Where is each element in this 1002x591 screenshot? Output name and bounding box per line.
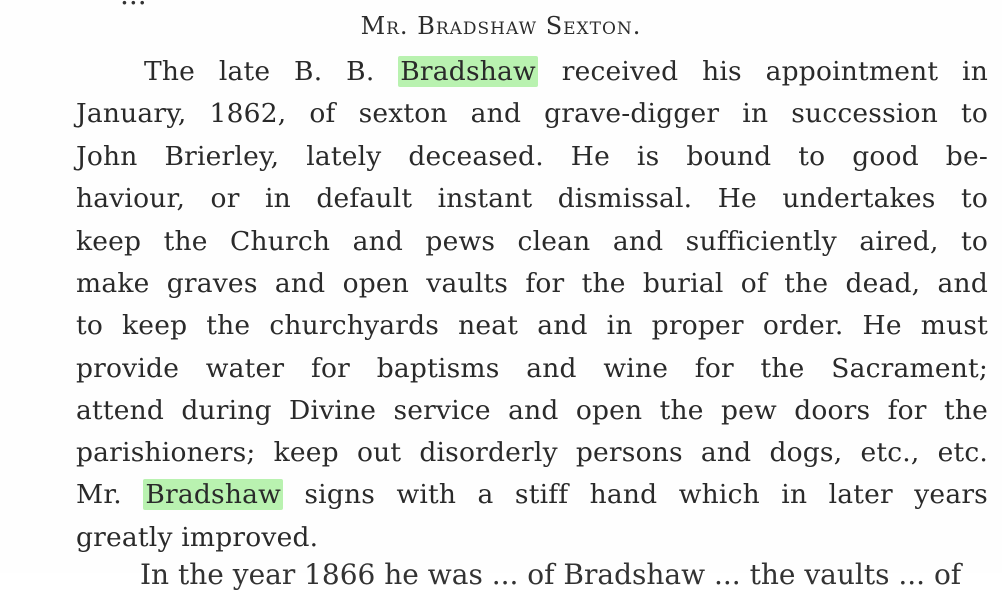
top-partial-line (120, 0, 147, 11)
paragraph-line: January, 1862, of sexton and grave-digger in succession to (76, 98, 988, 129)
paragraph-line: John Brierley, lately deceased. He is bound to good be- (76, 141, 988, 172)
paragraph-line: make graves and open vaults for the burial of the dead, and (76, 268, 988, 299)
paragraph-line: greatly improved. (76, 522, 319, 553)
paragraph-line: haviour, or in default instant dismissal. He undertakes to (76, 183, 988, 214)
search-highlight: Bradshaw (400, 56, 536, 87)
bottom-partial-line: In the year 1866 he was ... of Bradshaw ... the vaults ... of (140, 558, 962, 591)
paragraph-line: Mr. Bradshaw signs with a stiff hand which in later years (76, 479, 988, 510)
paragraph-line: provide water for baptisms and wine for the Sacrament; (76, 353, 988, 384)
paragraph-line: The late B. B. Bradshaw received his appointment in (144, 56, 988, 87)
paragraph-line: parishioners; keep out disorderly persons and dogs, etc., etc. (76, 437, 988, 468)
search-highlight: Bradshaw (145, 479, 281, 510)
paragraph-line: keep the Church and pews clean and sufficiently aired, to (76, 226, 988, 257)
section-heading: Mr. Bradshaw Sexton. (360, 12, 642, 40)
paragraph-line: to keep the churchyards neat and in proper order. He must (76, 310, 988, 341)
paragraph-line: attend during Divine service and open the pew doors for the (76, 395, 988, 426)
